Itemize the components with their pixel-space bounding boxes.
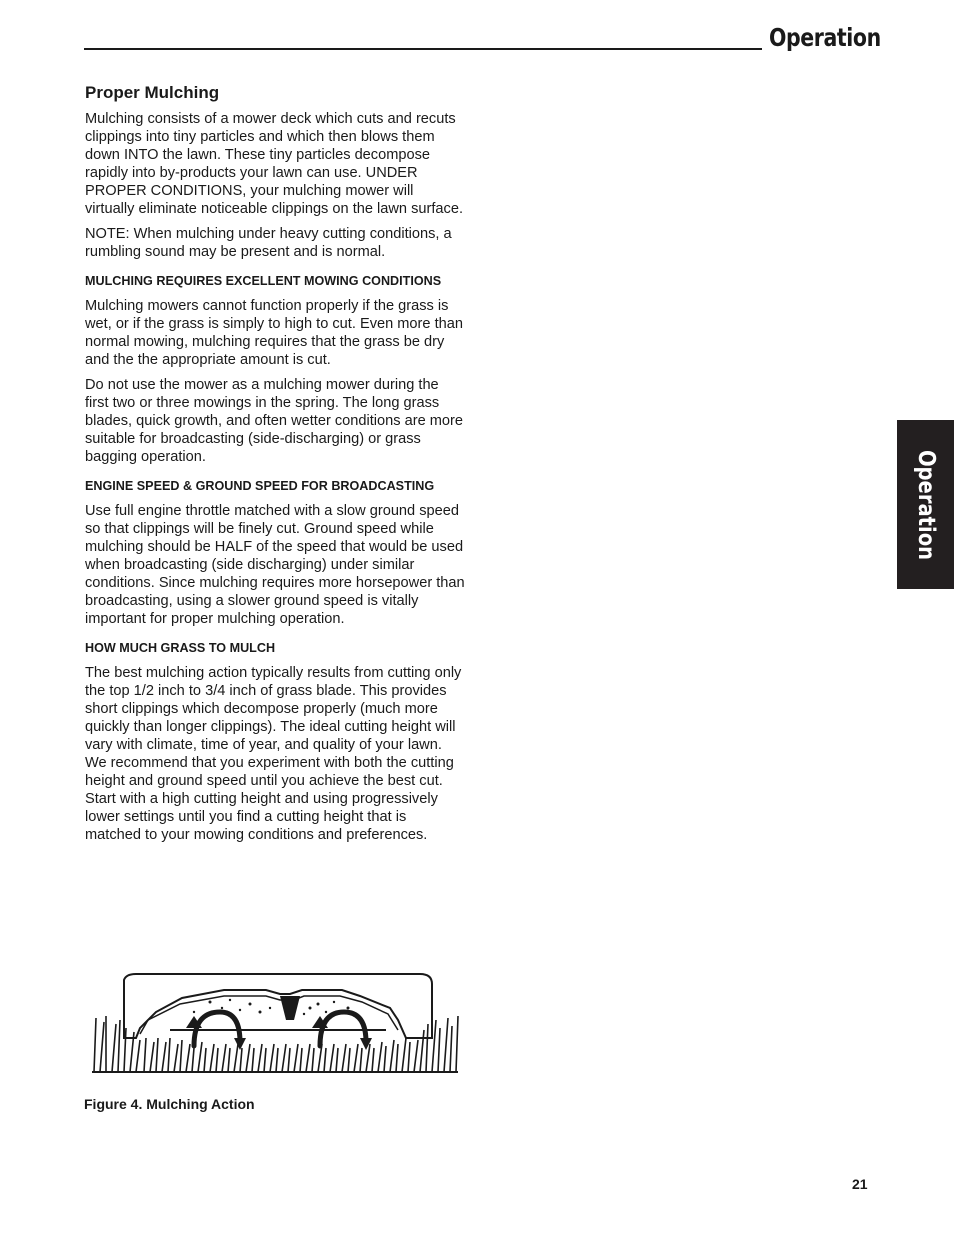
subheading-conditions: MULCHING REQUIRES EXCELLENT MOWING CONDITIONS xyxy=(85,274,442,288)
page-header-title: Operation xyxy=(769,23,881,52)
paragraph-how-much: The best mulching action typically results from cutting only the top 1/2 inch to 3/4 inch of grass blade. This provides short clippings which decompose properly (much more quickly than longer clippings). The ideal cutting height will vary with climate, time of year, and quality of your lawn. We recommend that you experiment with both the cutting height and ground speed until you achieve the best cut. Start with a high cutting height and using progressively lower settings until you find a cutting height that is matched to your mowing conditions and preferences. xyxy=(85,665,462,843)
intro-paragraph: Mulching consists of a mower deck which cuts and recuts clippings into tiny particles and which then blows them down INTO the lawn. These tiny particles decompose rapidly into by-products your lawn can use. UNDER PROPER CONDITIONS, your mulching mower will virtually eliminate noticeable clippings on the lawn surface. xyxy=(85,111,464,217)
paragraph-conditions-2: Do not use the mower as a mulching mower during the first two or three mowings in the spring. The long grass blades, quick growth, and often wetter conditions are more suitable for broadcasting (side-discharging) or grass bagging operation. xyxy=(85,377,464,465)
mulching-action-figure xyxy=(90,968,460,1076)
note-paragraph: NOTE: When mulching under heavy cutting conditions, a rumbling sound may be present and is normal. xyxy=(85,226,452,260)
side-section-tab xyxy=(897,420,954,589)
side-tab-label: Operation xyxy=(912,449,939,560)
header-rule xyxy=(84,48,762,50)
page-number: 21 xyxy=(852,1176,868,1192)
paragraph-speed: Use full engine throttle matched with a slow ground speed so that clippings will be finely cut. Ground speed while mulching should be HALF of the speed that would be used when broadcasting (side discharging) under similar conditions. Since mulching requires more horsepower than broadcasting, using a slower ground speed is vitally important for proper mulching operation. xyxy=(85,503,465,627)
main-content xyxy=(85,82,465,851)
section-title: Proper Mulching xyxy=(85,83,220,102)
subheading-how-much: HOW MUCH GRASS TO MULCH xyxy=(85,641,276,655)
figure-caption: Figure 4. Mulching Action xyxy=(84,1096,255,1112)
mower-deck-illustration xyxy=(90,968,460,1076)
subheading-speed: ENGINE SPEED & GROUND SPEED FOR BROADCASTING xyxy=(85,479,435,493)
paragraph-conditions-1: Mulching mowers cannot function properly if the grass is wet, or if the grass is simply to high to cut. Even more than normal mowing, mulching requires that the grass be dry and the the appropriate amount is cut. xyxy=(85,298,463,368)
